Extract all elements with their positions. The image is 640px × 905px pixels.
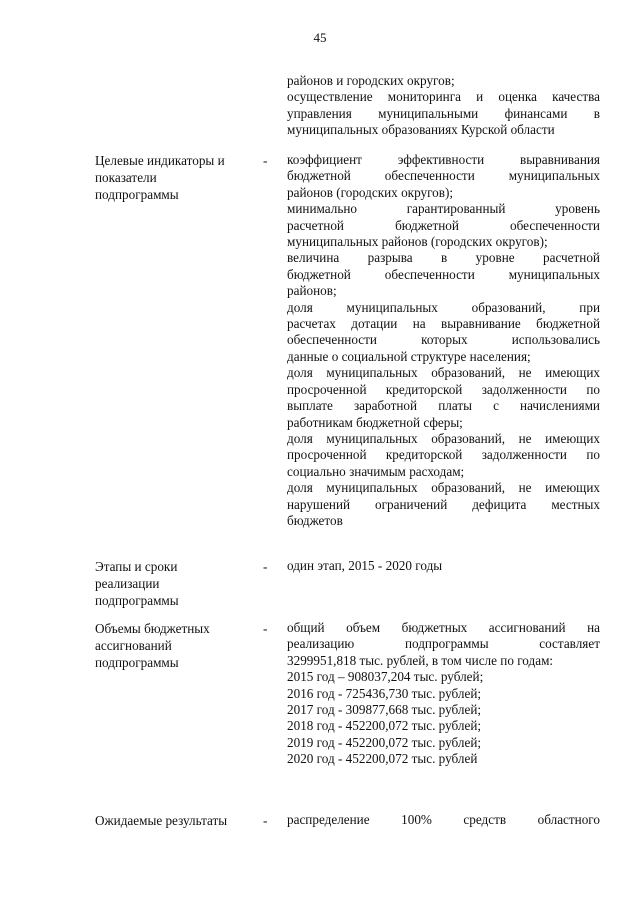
text-line: 2016 год - 725436,730 тыс. рублей; (287, 685, 482, 701)
text-line: 2015 год – 908037,204 тыс. рублей; (287, 669, 484, 685)
text-line: просроченной кредиторской задолженности по (287, 381, 600, 397)
text-line: 3299951,818 тыс. рублей, в том числе по годам: (287, 652, 554, 668)
results-text (287, 812, 600, 828)
text-line: 2019 год - 452200,072 тыс. рублей; (287, 734, 482, 750)
results-dash: - (263, 813, 268, 828)
intro-line: управления муниципальными финансами в (287, 105, 600, 121)
indicators-dash: - (263, 153, 268, 168)
text-line: муниципальных районов (городских округов); (287, 234, 548, 250)
indicator-paragraph (287, 365, 600, 431)
text-line: работникам бюджетной сферы; (287, 414, 463, 430)
stages-dash: - (263, 559, 268, 574)
text-line: коэффициент эффективности выравнивания (287, 152, 600, 167)
indicator-paragraph (287, 250, 600, 299)
indicator-paragraph (287, 300, 600, 366)
text-line: бюджетной обеспеченности муниципальных (287, 168, 600, 184)
text-line: доля муниципальных образований, не имеющих (287, 365, 600, 381)
indicator-paragraph (287, 480, 600, 529)
text-line: доля муниципальных образований, не имеющих (287, 430, 600, 446)
text-line: 2017 год - 309877,668 тыс. рублей; (287, 702, 482, 718)
results-label (95, 812, 270, 829)
text-line: данные о социальной структуре населения; (287, 348, 531, 364)
stages-text (287, 558, 600, 574)
indicator-paragraph (287, 201, 600, 250)
label-line: подпрограммы (95, 187, 179, 202)
text-line: районов (городских округов); (287, 184, 454, 200)
label-line: ассигнований (95, 638, 172, 653)
label-line: показатели (95, 170, 157, 185)
text-line: 2018 год - 452200,072 тыс. рублей; (287, 718, 482, 734)
label-line: Целевые индикаторы и (95, 153, 225, 168)
label-line: Этапы и сроки (95, 559, 178, 574)
intro-line: районов и городских округов; (287, 73, 455, 88)
text-line: 2020 год - 452200,072 тыс. рублей (287, 751, 478, 767)
text-line: социально значимым расходам; (287, 463, 465, 479)
text-line: нарушений ограничений дефицита местных (287, 496, 600, 512)
text-line: районов; (287, 283, 337, 299)
text-line: расчетной бюджетной обеспеченности (287, 217, 600, 233)
indicator-paragraph (287, 431, 600, 480)
text-line: величина разрыва в уровне расчетной (287, 250, 600, 266)
text-line: расчетах дотации на выравнивание бюджетной (287, 316, 600, 332)
text-line: распределение 100% средств областного (287, 812, 600, 827)
volumes-dash: - (263, 621, 268, 636)
text-line: один этап, 2015 - 2020 годы (287, 558, 443, 573)
intro-text (287, 73, 600, 139)
text-line: просроченной кредиторской задолженности по (287, 447, 600, 463)
label-line: подпрограммы (95, 655, 179, 670)
text-line: реализацию подпрограммы составляет (287, 636, 600, 652)
text-line: минимально гарантированный уровень (287, 201, 600, 217)
indicator-paragraph (287, 152, 600, 201)
text-line: выплате заработной платы с начислениями (287, 398, 600, 414)
text-line: бюджетной обеспеченности муниципальных (287, 266, 600, 282)
text-line: обеспеченности которых использовались (287, 332, 600, 348)
label-line: подпрограммы (95, 593, 179, 608)
page-number: 45 (313, 30, 327, 45)
label-line: Ожидаемые результаты (95, 813, 228, 828)
label-line: Объемы бюджетных (95, 621, 210, 636)
indicators-text (287, 152, 600, 529)
volumes-text (287, 620, 600, 768)
text-line: общий объем бюджетных ассигнований на (287, 620, 600, 635)
text-line: бюджетов (287, 512, 343, 528)
indicators-label (95, 152, 260, 203)
volumes-label (95, 620, 260, 671)
label-line: реализации (95, 576, 160, 591)
intro-line: муниципальных образованиях Курской области (287, 122, 555, 138)
intro-line: осуществление мониторинга и оценка качества (287, 89, 600, 105)
stages-label (95, 558, 260, 609)
text-line: доля муниципальных образований, при (287, 299, 600, 315)
text-line: доля муниципальных образований, не имеющих (287, 480, 600, 496)
